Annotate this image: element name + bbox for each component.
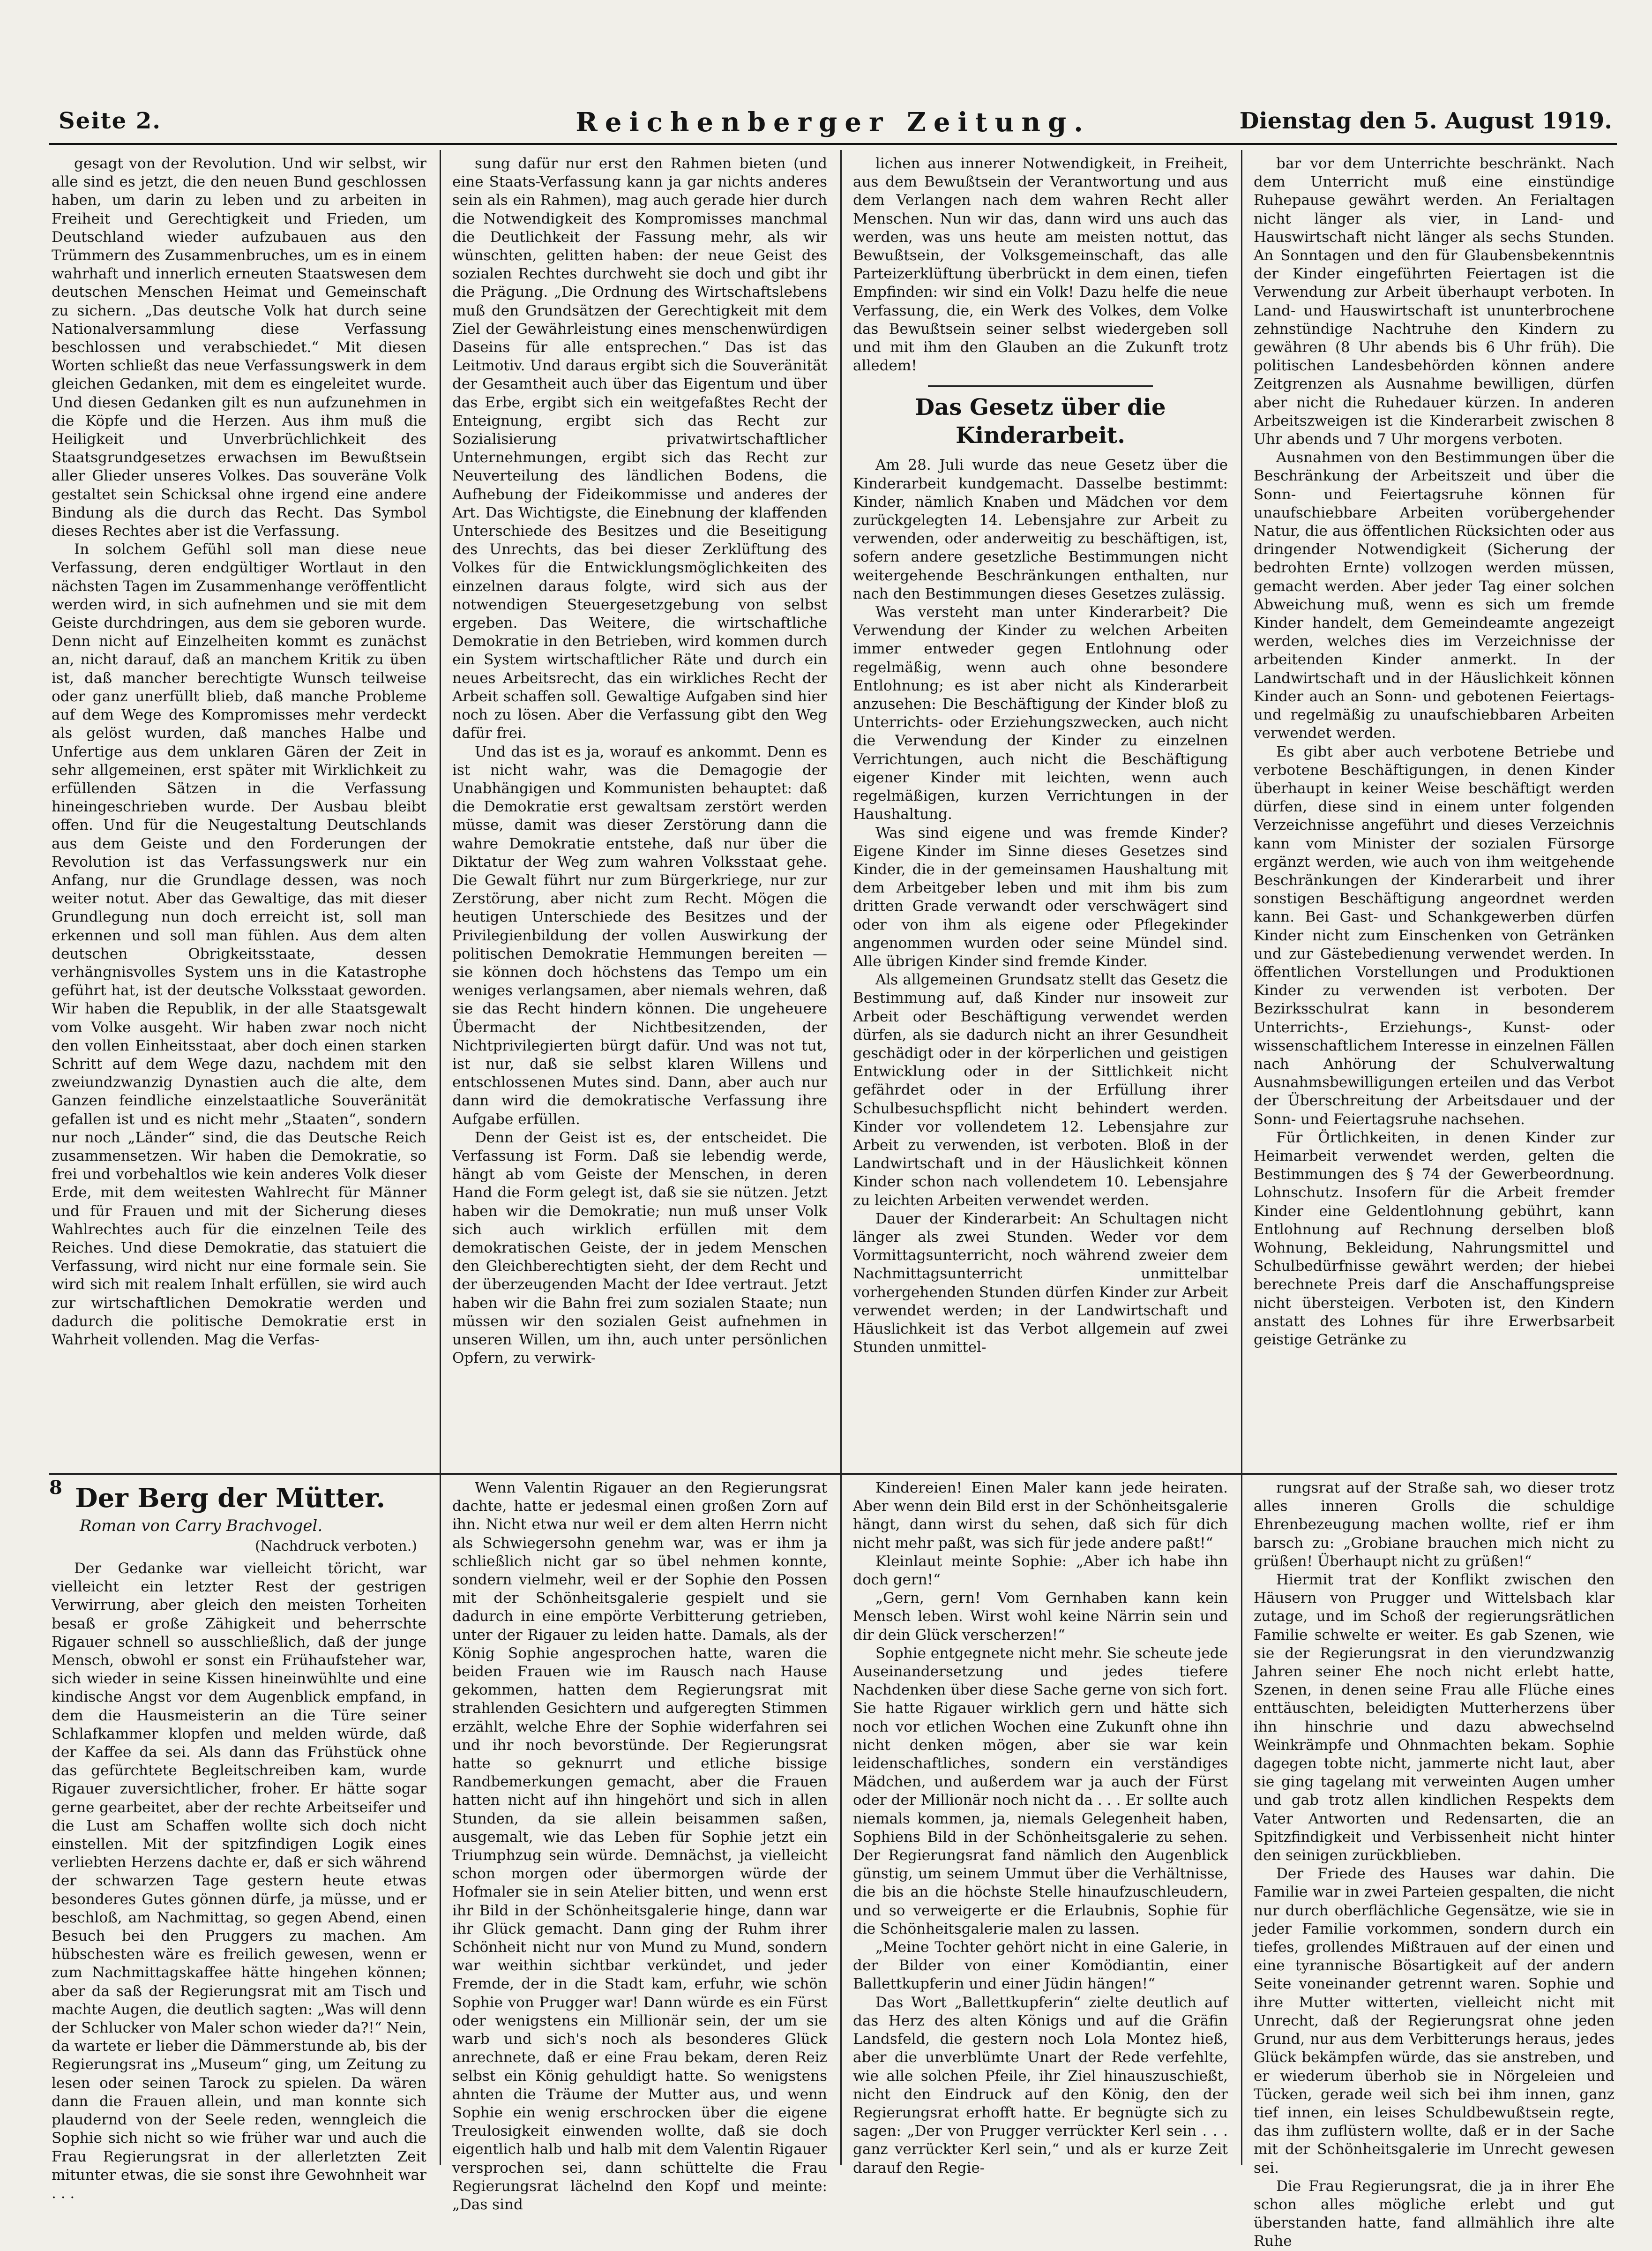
article-separator	[928, 385, 1153, 387]
column-divider	[840, 150, 842, 1477]
novel-col3	[853, 1479, 1228, 2176]
novel-col1	[52, 1479, 426, 2202]
paragraph: Wenn Valentin Rigauer an den Regierungsrat dachte, hatte er jedesmal einen großen Zorn auf ihn. Nicht etwa nur weil er dem alten Herrn nicht als Schwiegersohn genehm war, was er ihm ja schließlich nicht gar so übel nehmen konnte, sondern vielmehr, weil er der Sophie den Possen mit der Schönheitsgalerie gespielt und sie dadurch in eine empörte Verbitterung getrieben, unter der Rigauer zu leiden hatte. Damals, als der König Sophie angesprochen hatte, waren die beiden Frauen wie im Rausch nach Hause gekommen, hatten dem Regierungsrat mit strahlenden Gesichtern und aufgeregten Stimmen erzählt, welche Ehre der Sophie widerfahren sei und ihr noch bevorstünde. Der Regierungsrat hatte so geknurrt und etliche bissige Randbemerkungen gemacht, aber die Frauen hatten nicht auf ihn hingehört und sich in allen Stunden, da sie allein beisammen saßen, ausgemalt, wie das Leben für Sophie jetzt ein Triumphzug sein würde. Demnächst, ja vielleicht schon morgen oder übermorgen würde der Hofmaler sie in sein Atelier bitten, und wenn erst ihr Bild in der Schönheitsgalerie hinge, dann war ihr Glück gemacht. Dann ging der Ruhm ihrer Schönheit nicht nur von Mund zu Mund, sondern war weithin sichtbar verkündet, und jeder Fremde, der in die Stadt kam, erfuhr, wie schön Sophie von Prugger war! Dann würde es ein Fürst oder wenigstens ein Millionär sein, der um sie warb und sich's noch als besonderes Glück anrechnete, daß er eine Frau bekam, deren Reiz selbst ein König gehuldigt hatte. So wenigstens ahnten die Träume der Mutter aus, und wenn Sophie ein wenig erschrocken über die eigene Treulosigkeit einwenden wollte, daß sie doch eigentlich halb und halb mit dem Valentin Rigauer versprochen sei, dann schüttelte die Frau Regierungsrat lächelnd den Kopf und meinte: „Das sind	[452, 1479, 827, 2213]
paragraph: Am 28. Juli wurde das neue Gesetz über die Kinderarbeit kundgemacht. Dasselbe bestimmt: Kinder, nämlich Knaben und Mädchen vor dem zurückgelegten 14. Lebensjahre zur Arbeit zu verwenden, oder anderweitig zu beschäftigen, ist, sofern andere gesetzliche Bestimmungen nicht weitergehende Beschränkungen enthalten, nur nach den Bestimmungen dieses Gesetzes zulässig.	[853, 457, 1228, 602]
paragraph: Hiermit trat der Konflikt zwischen den Häusern von Prugger und Wittelsbach klar zutage, und im Schoß der regierungsrätlichen Familie schwelte er weiter. Es gab Szenen, wie sie der Regierungsrat in den vierundzwanzig Jahren seiner Ehe noch nicht erlebt hatte, Szenen, in denen seine Frau alle Flüche eines enttäuschten, beleidigten Mutterherzens über ihn hinschrie und dazu abwechselnd Weinkrämpfe und Ohnmachten bekam. Sophie dagegen tobte nicht, jammerte nicht laut, aber sie ging tagelang mit verweinten Augen umher und gab trotz allen kindlichen Respekts dem Vater Antworten und Redensarten, die an Spitzfindigkeit und Verbissenheit nicht hinter den seinigen zurückblieben.	[1254, 1571, 1615, 1864]
paragraph: Kindereien! Einen Maler kann jede heiraten. Aber wenn dein Bild erst in der Schönheitsgalerie hängt, dann wirst du sehen, daß sich für dich nicht mehr paßt, was sich für jede andere paßt!“	[853, 1479, 1228, 1552]
paragraph: Was sind eigene und was fremde Kinder? Eigene Kinder im Sinne dieses Gesetzes sind Kinder, die in der gemeinsamen Haushaltung mit dem Arbeitgeber leben und mit ihm bis zum dritten Grade verwandt oder verschwägert sind oder von ihm als eigene oder Pflegekinder angenommen wurden oder seine Mündel sind. Alle übrigen Kinder sind fremde Kinder.	[853, 824, 1228, 970]
page-header	[49, 103, 1617, 145]
column-divider	[1241, 150, 1242, 1477]
column-divider	[440, 1476, 441, 2165]
paragraph: „Meine Tochter gehört nicht in eine Galerie, in der Bilder von einer Komödiantin, einer Ballettkupferin und einer Jüdin hängen!“	[853, 1939, 1228, 1993]
paragraph: gesagt von der Revolution. Und wir selbst, wir alle sind es jetzt, die den neuen Bund geschlossen haben, um darin zu leben und zu arbeiten in Freiheit und Gerechtigkeit und Frieden, um Deutschland wieder aufzubauen aus den Trümmern des Zusammenbruches, um es in einem wahrhaft und innerlich erneuten Staatswesen dem deutschen Menschen Heimat und Gemeinschaft zu sichern. „Das deutsche Volk hat durch seine Nationalversammlung diese Verfassung beschlossen und verabschiedet.“ Mit diesen Worten schließt das neue Verfassungswerk in dem gleichen Gedanken, mit dem es eingeleitet wurde. Und diesen Gedanken gilt es nun aufzunehmen in die Köpfe und die Herzen. Aus ihm muß die Heiligkeit und Unverbrüchlichkeit des Staatsgrundgesetzes erwachsen im Bewußtsein aller Glieder unseres Volkes. Das souveräne Volk gestaltet sein Schicksal ohne irgend eine andere Bindung als die durch das Recht. Das Symbol dieses Rechtes aber ist die Verfassung.	[52, 155, 426, 540]
article-constitution-col1	[52, 155, 426, 1472]
issue-date: Dienstag den 5. August 1919.	[1239, 108, 1612, 134]
paragraph: „Gern, gern! Vom Gernhaben kann kein Mensch leben. Wirst wohl keine Närrin sein und dir dein Glück verscherzen!“	[853, 1590, 1228, 1643]
paragraph: Ausnahmen von den Bestimmungen über die Beschränkung der Arbeitszeit und über die Sonn- und Feiertagsruhe können für unaufschiebbare Arbeiten vorübergehender Natur, die aus öffentlichen Rücksichten oder aus dringender Notwendigkeit (Sicherung der bedrohten Ernte) vollzogen werden müssen, gemacht werden. Aber jeder Tag einer solchen Abweichung muß, wenn es sich um fremde Kinder handelt, dem Gemeindeamte angezeigt werden, welches dies im Verzeichnisse der arbeitenden Kinder anmerkt. In der Landwirtschaft und in der Häuslichkeit können Kinder auch an Sonn- und gebotenen Feiertags- und regelmäßig zu unaufschiebbaren Arbeiten verwendet werden.	[1254, 449, 1615, 742]
novel-author: Roman von Carry Brachvogel.	[80, 1516, 323, 1535]
novel-col4	[1254, 1479, 1615, 2250]
paragraph: Kleinlaut meinte Sophie: „Aber ich habe ihn doch gern!“	[853, 1553, 1228, 1589]
paragraph: sung dafür nur erst den Rahmen bieten (und eine Staats-Verfassung kann ja gar nichts anderes sein als ein Rahmen), mag auch gerade hier durch die Notwendigkeit des Kompromisses manchmal die Deutlichkeit der Fassung mehr, als wir wünschten, gelitten haben: der neue Geist des sozialen Rechtes durchweht sie doch und gibt ihr die Prägung. „Die Ordnung des Wirtschaftslebens muß den Grundsätzen der Gerechtigkeit mit dem Ziel der Gewährleistung eines menschenwürdigen Daseins für alle entsprechen.“ Das ist das Leitmotiv. Und daraus ergibt sich die Souveränität der Gesamtheit auch über das Eigentum und über das Erbe, ergibt sich ein weitgefaßtes Recht der Enteignung, ergibt sich das Recht zur Sozialisierung privatwirtschaftlicher Unternehmungen, ergibt sich das Recht zur Neuverteilung des ländlichen Bodens, die Aufhebung der Fideikommisse und anderes der Art. Das Wichtigste, die Einebnung der klaffenden Unterschiede des Besitzes und die Beseitigung des Unrechts, das bei dieser Zerklüftung des Volkes für die Entwicklungsmöglichkeiten des einzelnen daraus folgte, wird sich aus der notwendigen Steuergesetzgebung von selbst ergeben. Das Weitere, die wirtschaftliche Demokratie in den Betrieben, wird kommen durch ein System wirtschaftlicher Räte und durch ein neues Arbeitsrecht, das ein wirkliches Recht der Arbeit schaffen soll. Gewaltige Aufgaben sind hier noch zu lösen. Aber die Verfassung gibt den Weg dafür frei.	[452, 155, 827, 742]
header-rule	[49, 143, 1617, 145]
paragraph: Die Frau Regierungsrat, die ja in ihrer Ehe schon alles mögliche erlebt und gut überstanden hatte, fand allmählich ihre alte Ruhe	[1254, 2177, 1615, 2250]
novel-title: Der Berg der Mütter.	[75, 1483, 386, 1514]
column-divider	[440, 150, 441, 1477]
page-number: Seite 2.	[59, 108, 161, 134]
article-childlabour-col1	[853, 155, 1228, 1472]
paragraph: bar vor dem Unterrichte beschränkt. Nach dem Unterricht muß eine einstündige Ruhepause gewährt werden. An Ferialtagen nicht länger als vier, in Land- und Hauswirtschaft nicht länger als sechs Stunden. An Sonntagen und den für Glaubensbekenntnis der Kinder eingeführten Feiertagen ist die Verwendung zur Arbeit überhaupt verboten. In Land- und Hauswirtschaft ist ununterbrochene zehnstündige Nachtruhe den Kindern zu gewähren (8 Uhr abends bis 6 Uhr früh). Die politischen Landesbehörden können andere Zeitgrenzen als Ausnahme bewilligen, dürfen aber nicht die Ruhedauer kürzen. In anderen Arbeitszweigen ist die Kinderarbeit zwischen 8 Uhr abends und 7 Uhr morgens verboten.	[1254, 155, 1615, 448]
column-divider	[1241, 1476, 1242, 2165]
novel-col2	[452, 1479, 827, 2213]
paragraph: Sophie entgegnete nicht mehr. Sie scheute jede Auseinandersetzung und jedes tiefere Nachdenken über diese Sache gerne von sich fort. Sie hatte Rigauer wirklich gern und hätte sich noch vor etlichen Wochen eine Zukunft ohne ihn nicht denken mögen, aber sie war kein leidenschaftliches, sondern ein verständiges Mädchen, und außerdem war ja auch der Fürst oder der Millionär noch nicht da . . . Er sollte auch niemals kommen, ja, niemals Gelegenheit haben, Sophiens Bild in der Schönheitsgalerie zu sehen. Der Regierungsrat fand nämlich den Augenblick günstig, um seinem Ummut über die Verhältnisse, die bis an die höchste Stelle hinaufzuschleudern, und so verweigerte er die Erlaubnis, Sophie für die Schönheitsgalerie malen zu lassen.	[853, 1644, 1228, 1937]
paragraph: Es gibt aber auch verbotene Betriebe und verbotene Beschäftigungen, in denen Kinder überhaupt in keiner Weise beschäftigt werden dürfen, diese sind in einem unter folgenden Verzeichnisse angeführt und dieses Verzeichnis kann vom Minister der sozialen Fürsorge ergänzt werden, wie auch von ihm weitgehende Beschränkungen der Kinderarbeit und ihrer sonstigen Beschäftigung angeordnet werden kann. Bei Gast- und Schankgewerben dürfen Kinder nicht zum Einschenken von Getränken und zur Gästebedienung verwendet werden. In öffentlichen Vorstellungen und Produktionen Kinder zu verwenden ist verboten. Der Bezirksschulrat kann in besonderem Unterrichts-, Erziehungs-, Kunst- oder wissenschaftlichem Interesse in einzelnen Fällen nach Anhörung der Schulverwaltung Ausnahmsbewilligungen erteilen und das Verbot der Überschreitung der Arbeitsdauer und der Sonn- und Feiertagsruhe nachsehen.	[1254, 743, 1615, 1128]
paragraph: Der Gedanke war vielleicht töricht, war vielleicht ein letzter Rest der gestrigen Verwirrung, aber gleich den meisten Torheiten besaß er große Zähigkeit und beherrschte Rigauer schnell so ausschließlich, daß der junge Mensch, obwohl er sonst ein Frühaufsteher war, sich wieder in seine Kissen hineinwühlte und eine kindische Angst vor dem Augenblick empfand, in dem die Hausmeisterin an die Türe seiner Schlafkammer klopfen und melden würde, daß der Kaffee da sei. Als dann das Frühstück ohne das gefürchtete Begleitschreiben kam, wurde Rigauer zuversichtlicher, froher. Er hätte sogar gerne gearbeitet, aber der rechte Arbeitseifer und die Lust am Schaffen wollte sich doch nicht einstellen. Mit der spitzfindigen Logik eines verliebten Herzens dachte er, daß er sich während der schwarzen Tage gestern heute etwas besonderes Gutes gönnen dürfe, ja müsse, und er beschloß, am Nachmittag, so gegen Abend, einen Besuch bei den Pruggers zu machen. Am hübschesten wäre es freilich gewesen, wenn er zum Nachmittagskaffee hätte hingehen können; aber da saß der Regierungsrat mit am Tisch und machte Augen, die deutlich sagten: „Was will denn der Schlucker von Maler schon wieder da?!“ Nein, da wartete er lieber die Dämmerstunde ab, bis der Regierungsrat ins „Museum“ ging, um Zeitung zu lesen oder seinen Tarock zu spielen. Da wären dann die Frauen allein, und man konnte sich plaudernd von der Seele reden, wenngleich die Sophie sich nicht so wie früher war und auch die Frau Regierungsrat in der allerletzten Zeit mitunter etwas, die sie sonst ihre Gewohnheit war . . .	[52, 1560, 426, 2202]
paragraph: Denn der Geist ist es, der entscheidet. Die Verfassung ist Form. Daß sie lebendig werde, hängt ab vom Geiste der Menschen, in deren Hand die Form gelegt ist, daß sie sie nützen. Jetzt haben wir die Demokratie; nun muß unser Volk sich auch wirklich erfüllen mit dem demokratischen Geiste, der in jedem Menschen den Gleichberechtigten sieht, der dem Recht und der überzeugenden Macht der Idee vertraut. Jetzt haben wir die Bahn frei zum sozialen Staate; nun müssen wir den sozialen Geist aufnehmen in unseren Willen, um ihn, auch unter persönlichen Opfern, zu verwirk-	[452, 1129, 827, 1367]
paragraph: rungsrat auf der Straße sah, wo dieser trotz alles inneren Grolls die schuldige Ehrenbezeugung machen wollte, rief er ihm barsch zu: „Grobiane brauchen mich nicht zu grüßen! Überhaupt nicht zu grüßen!“	[1254, 1479, 1615, 1570]
paragraph: Der Friede des Hauses war dahin. Die Familie war in zwei Parteien gespalten, die nicht nur durch oberflächliche Gegensätze, wie sie in jeder Familie vorkommen, sondern durch ein tiefes, grollendes Mißtrauen auf der einen und eine tyrannische Bösartigkeit auf der andern Seite voneinander getrennt waren. Sophie und ihre Mutter witterten, vielleicht nicht mit Unrecht, daß der Regierungsrat ohne jeden Grund, nur aus dem Verbitterungs heraus, jedes Glück bekämpfen würde, das sie anstreben, und er wiederum überhob sie in Nörgeleien und Tücken, gerade weil sich bei ihm innen, ganz tief innen, ein leises Schuldbewußtsein regte, das ihm zuflüstern wollte, daß er in der Sache mit der Schönheitsgalerie im Unrecht gewesen sei.	[1254, 1865, 1615, 2176]
column-divider	[840, 1476, 842, 2165]
paragraph: Und das ist es ja, worauf es ankommt. Denn es ist nicht wahr, was die Demagogie der Unabhängigen und Kommunisten behauptet: daß die Demokratie erst gewaltsam zerstört werden müsse, damit was dieser Zerstörung dann die wahre Demokratie entstehe, daß nur über die Diktatur der Weg zum wahren Volksstaat gehe. Die Gewalt führt nur zum Bürgerkriege, nur zur Zerstörung, aber nicht zum Recht. Mögen die heutigen Unterschiede des Besitzes und der Privilegienbildung der vollen Auswirkung der politischen Demokratie Hemmungen bereiten — sie können doch höchstens das Tempo um ein weniges verlangsamen, aber niemals wehren, daß sie das Recht hindern können. Die ungeheuere Übermacht der Nichtbesitzenden, der Nichtprivilegierten bürgt dafür. Und was not tut, ist nur, daß sie selbst klaren Willens und entschlossenen Mutes sind. Dann, aber auch nur dann wird die demokratische Verfassung ihre Aufgabe erfüllen.	[452, 743, 827, 1128]
article-childlabour-col2	[1254, 155, 1615, 1472]
paragraph: Für Örtlichkeiten, in denen Kinder zur Heimarbeit verwendet werden, gelten die Bestimmungen des § 74 der Gewerbeordnung. Lohnschutz. Insofern für die Arbeit fremder Kinder eine Geldentlohnung gebührt, kann Entlohnung auf Rechnung derselben bloß Wohnung, Bekleidung, Nahrungsmittel und Schulbedürfnisse gewährt werden; der hiebei berechnete Preis darf die Anschaffungspreise nicht übersteigen. Verboten ist, den Kindern anstatt des Lohnes für ihre Erwerbsarbeit geistige Getränke zu	[1254, 1129, 1615, 1348]
newspaper-title: Reichenberger Zeitung.	[576, 107, 1091, 138]
article-constitution-col2	[452, 155, 827, 1472]
paragraph: Dauer der Kinderarbeit: An Schultagen nicht länger als zwei Stunden. Weder vor dem Vormittagsunterricht, noch während zweier dem Nachmittagsunterricht unmittelbar vorhergehenden Stunden dürfen Kinder zur Arbeit verwendet werden; in der Landwirtschaft und Häuslichkeit ist das Verbot allgemein auf zwei Stunden unmittel-	[853, 1210, 1228, 1356]
paragraph: Was versteht man unter Kinderarbeit? Die Verwendung der Kinder zu welchen Arbeiten immer entweder gegen Entlohnung oder regelmäßig, wenn auch ohne besondere Entlohnung; es ist aber nicht als Kinderarbeit anzusehen: Die Beschäftigung der Kinder bloß zu Unterrichts- oder Erziehungszwecken, auch nicht die Verwendung der Kinder zu einzelnen Verrichtungen, auch nicht die Beschäftigung eigener Kinder mit leichten, wenn auch regelmäßigen, kurzen Verrichtungen in der Haushaltung.	[853, 604, 1228, 823]
article-title: Das Gesetz über die Kinderarbeit.	[915, 394, 1166, 449]
section-divider	[49, 1473, 1617, 1475]
paragraph: Als allgemeinen Grundsatz stellt das Gesetz die Bestimmung auf, daß Kinder nur insoweit zur Arbeit oder Beschäftigung verwendet werden dürfen, als sie dadurch nicht an ihrer Gesundheit geschädigt oder in der körperlichen und geistigen Entwicklung oder in der Sittlichkeit nicht gefährdet oder in der Erfüllung ihrer Schulbesuchspflicht nicht behindert werden. Kinder vor vollendetem 12. Lebensjahre zur Arbeit zu verwenden, ist verboten. Bloß in der Landwirtschaft und in der Häuslichkeit können Kinder schon nach vollendetem 10. Lebensjahre zu leichten Arbeiten verwendet werden.	[853, 971, 1228, 1209]
installment-number: 8	[49, 1477, 62, 1499]
paragraph: Das Wort „Ballettkupferin“ zielte deutlich auf das Herz des alten Königs und auf die Gräfin Landsfeld, die gestern noch Lola Montez hieß, aber die unverblümte Unart der Rede verfehlte, wie alle solchen Pfeile, ihr Ziel hinauszuschießt, nicht den Eindruck auf den König, den der Regierungsrat erhofft hatte. Er begnügte sich zu sagen: „Der von Prugger verrückter Kerl sein . . . ganz verrückter Kerl sein,“ und als er kurze Zeit darauf den Regie-	[853, 1994, 1228, 2176]
paragraph: In solchem Gefühl soll man diese neue Verfassung, deren endgültiger Wortlaut in den nächsten Tagen im Zusammenhange veröffentlicht werden wird, in sich aufnehmen und sie mit dem Geiste durchdringen, aus dem sie geboren wurde. Denn nicht auf Einzelheiten kommt es zunächst an, nicht darauf, daß an manchem Kritik zu üben ist, daß mancher berechtigte Wunsch teilweise oder ganz unerfüllt blieb, daß manche Probleme auf dem Wege des Kompromisses mehr verdeckt als gelöst wurden, daß manches Halbe und Unfertige aus dem unklaren Gären der Zeit in sehr allgemeinen, erst später mit Wirklichkeit zu erfüllenden Sätzen in die Verfassung hineingeschrieben wurde. Der Ausbau bleibt offen. Und für die Neugestaltung Deutschlands aus dem Geiste und den Forderungen der Revolution ist das Verfassungswerk nur ein Anfang, nur die Grundlage dessen, was noch weiter notut. Aber das Gewaltige, das mit dieser Grundlegung nun doch erreicht ist, soll man erkennen und soll man fühlen. Aus dem alten deutschen Obrigkeitsstaate, dessen verhängnisvolles System uns in die Katastrophe geführt hat, ist der deutsche Volksstaat geworden. Wir haben die Republik, in der alle Staatsgewalt vom Volke ausgeht. Wir haben zwar noch nicht den vollen Einheitsstaat, aber doch einen starken Schritt auf dem Wege dazu, nachdem mit den zweiundzwanzig Dynastien auch die alte, dem Ganzen feindliche einzelstaatliche Souveränität gefallen ist und es nicht mehr „Staaten“, sondern nur noch „Länder“ sind, die das Deutsche Reich zusammensetzen. Wir haben die Demokratie, so frei und vorbehaltlos wie kein anderes Volk dieser Erde, mit dem weitesten Wahlrecht für Männer und für Frauen und mit der Sicherung dieses Wahlrechtes auch für die einzelnen Teile des Reiches. Und diese Demokratie, das statuiert die Verfassung, wird nicht nur eine formale sein. Sie wird sich mit realem Inhalt erfüllen, sie wird auch zur wirtschaftlichen Demokratie werden und dadurch die politische Demokratie erst in Wahrheit vollenden. Mag die Verfas-	[52, 541, 426, 1348]
reprint-notice: (Nachdruck verboten.)	[254, 1538, 417, 1554]
newspaper-page	[49, 103, 1617, 2250]
paragraph: lichen aus innerer Notwendigkeit, in Freiheit, aus dem Bewußtsein der Verantwortung und aus dem Verlangen nach dem wahren Recht aller Menschen. Nun wir das, dann wird uns auch das werden, was uns heute am meisten nottut, das Bewußtsein, der Volksgemeinschaft, das alle Parteizerklüftung überbrückt in dem einen, tiefen Empfinden: wir sind ein Volk! Dazu helfe die neue Verfassung, die, ein Werk des Volkes, dem Volke das Bewußtsein seiner selbst wiedergeben soll und mit ihm den Glauben an die Zukunft trotz alledem!	[853, 155, 1228, 375]
